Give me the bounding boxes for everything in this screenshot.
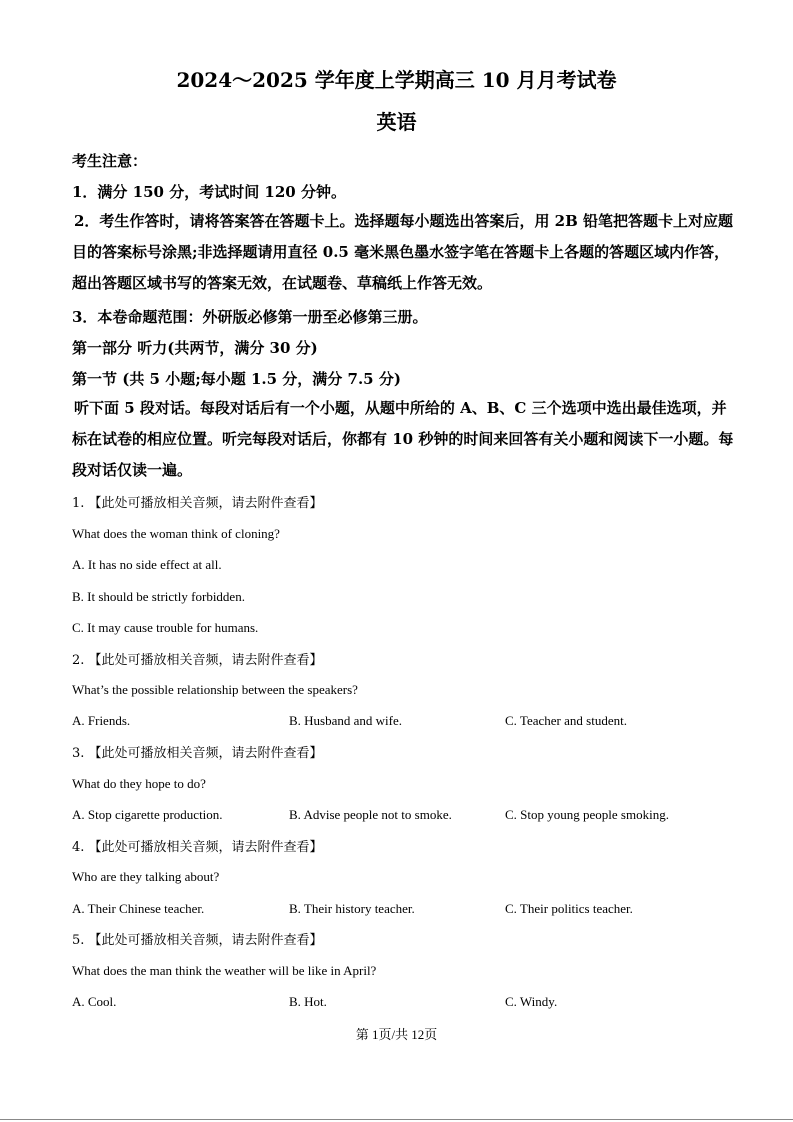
question-3-header (72, 742, 323, 761)
question-4-option-c[interactable]: C. Their politics teacher. (505, 901, 633, 916)
page-number: 第 1页/共 12页 (355, 1027, 438, 1042)
question-number: 4. (72, 840, 85, 855)
question-2-option-a[interactable]: A. Friends. (72, 713, 131, 728)
question-2-header (72, 649, 323, 668)
question-5-header (72, 929, 323, 948)
question-3-option-a[interactable]: A. Stop cigarette production. (72, 807, 223, 822)
audio-note[interactable]: 【此处可播放相关音频，请去附件查看】 (88, 653, 323, 668)
audio-note[interactable]: 【此处可播放相关音频，请去附件查看】 (88, 933, 323, 948)
question-3-option-b[interactable]: B. Advise people not to smoke. (289, 807, 452, 822)
question-number: 1. (72, 496, 85, 511)
listening-instructions: 听下面 5 段对话。每段对话后有一个小题，从题中所给的 A、B、C 三个选项中选出最佳选项，并标在试卷的相应位置。听完每段对话后，你都有 10 秒钟的时间来回答有关小题和阅读下一小题。每段对话仅读一遍。 (72, 399, 734, 479)
exam-title: 2024～2025 学年度上学期高三 10 月月考试卷 (176, 68, 617, 92)
question-5-option-b[interactable]: B. Hot. (289, 994, 327, 1009)
audio-note[interactable]: 【此处可播放相关音频，请去附件查看】 (88, 840, 323, 855)
audio-note[interactable]: 【此处可播放相关音频，请去附件查看】 (88, 746, 323, 761)
question-1-header (72, 492, 323, 511)
question-number: 2. (72, 653, 85, 668)
subject-title: 英语 (376, 110, 417, 134)
question-1-text: What does the woman think of cloning? (72, 526, 280, 541)
question-number: 5. (72, 933, 85, 948)
question-1-option-c[interactable]: C. It may cause trouble for humans. (72, 620, 259, 635)
question-5-option-a[interactable]: A. Cool. (72, 994, 117, 1009)
question-5-option-c[interactable]: C. Windy. (505, 994, 558, 1009)
audio-note[interactable]: 【此处可播放相关音频，请去附件查看】 (88, 496, 323, 511)
question-4-option-b[interactable]: B. Their history teacher. (289, 901, 415, 916)
question-1-option-b[interactable]: B. It should be strictly forbidden. (72, 589, 245, 604)
part1-heading: 第一部分 听力(共两节，满分 30 分) (72, 339, 318, 357)
question-4-text: Who are they talking about? (72, 869, 220, 884)
question-2-option-b[interactable]: B. Husband and wife. (289, 713, 403, 728)
notice-heading: 考生注意： (72, 152, 148, 170)
question-3-text: What do they hope to do? (72, 776, 206, 791)
page-bottom-divider (0, 1119, 793, 1120)
question-2-option-c[interactable]: C. Teacher and student. (505, 713, 627, 728)
notice-item-1: 1．满分 150 分，考试时间 120 分钟。 (72, 183, 346, 201)
notice-item-2: 2．考生作答时，请将答案答在答题卡上。选择题每小题选出答案后，用 2B 铅笔把答题卡上对应题目的答案标号涂黑;非选择题请用直径 0.5 毫米黑色墨水签字笔在答题卡上各题的答题区域内作答，超出答题区域书写的答案无效，在试题卷、草稿纸上作答无效。 (72, 212, 734, 292)
section1-heading: 第一节 (共 5 小题;每小题 1.5 分，满分 7.5 分) (72, 370, 401, 388)
question-4-header (72, 836, 323, 855)
question-number: 3. (72, 746, 85, 761)
question-1-option-a[interactable]: A. It has no side effect at all. (72, 557, 222, 572)
question-3-option-c[interactable]: C. Stop young people smoking. (505, 807, 669, 822)
notice-item-3: 3．本卷命题范围：外研版必修第一册至必修第三册。 (72, 308, 428, 326)
question-5-text: What does the man think the weather will be like in April? (72, 963, 377, 978)
question-2-text: What’s the possible relationship between the speakers? (72, 682, 358, 697)
question-4-option-a[interactable]: A. Their Chinese teacher. (72, 901, 205, 916)
